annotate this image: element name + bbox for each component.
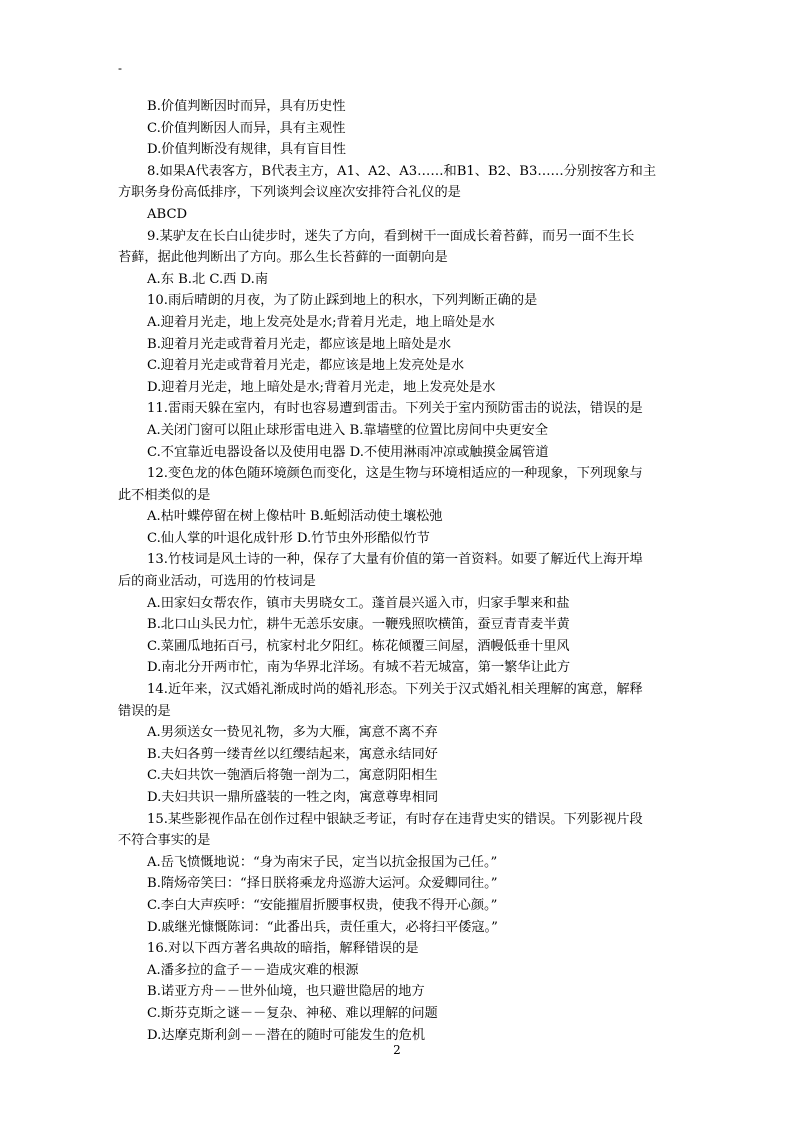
option-line: C.菜圃瓜地拓百弓，杭家村北夕阳红。栋花倾覆三间屋，酒幔低垂十里风 [147, 638, 570, 654]
option-line: B.价值判断因时而异，具有历史性 [147, 99, 346, 114]
question-line: 10.雨后晴朗的月夜，为了防止踩到地上的积水，下列判断正确的是 [147, 293, 538, 309]
question-line: 13.竹枝词是风土诗的一种，保存了大量有价值的第一首资料。如要了解近代上海开埠 [147, 552, 643, 568]
page-number: 2 [393, 1043, 401, 1057]
option-line: C.不宜靠近电器设备以及使用电器 D.不使用淋雨冲凉或触摸金属管道 [147, 444, 549, 460]
option-line: D.戚继光慷慨陈词：“此番出兵，责任重大，必将扫平倭寇。” [147, 919, 498, 935]
document-body [118, 96, 678, 1046]
continuation-line: 此不相类似的是 [118, 487, 211, 503]
question-line: 8.如果A代表客方，B代表主方，A1、A2、A3……和B1、B2、B3……分别按客方和主 [147, 163, 657, 179]
question-line: 9.某驴友在长白山徒步时，迷失了方向，看到树干一面成长着苔藓，而另一面不生长 [147, 228, 635, 244]
option-line: A.枯叶蝶停留在树上像枯叶 B.蚯蚓活动使土壤松弛 [147, 509, 443, 525]
option-line: A.田家妇女帮农作，镇市夫男晓女工。蓬首晨兴遥入市，归家手掣来和盐 [147, 595, 570, 611]
header-mark: - [118, 61, 122, 75]
question-line: 14.近年来，汉式婚礼渐成时尚的婚礼形态。下列关于汉式婚礼相关理解的寓意，解释 [147, 682, 643, 698]
question-line: 15.某些影视作品在创作过程中银缺乏考证，有时存在违背史实的错误。下列影视片段 [147, 811, 643, 827]
option-line: B.北口山头民力忙，耕牛无恙乐安康。一鞭残照吹横笛，蚕豆青青麦半黄 [147, 617, 570, 633]
option-line: A.潘多拉的盒子－－造成灾难的根源 [147, 962, 359, 978]
option-line: A.东 B.北 C.西 D.南 [147, 271, 269, 287]
option-line: B.迎着月光走或背着月光走，都应该是地上暗处是水 [147, 336, 452, 352]
option-line: C.迎着月光走或背着月光走，都应该是地上发亮处是水 [147, 358, 465, 374]
option-line: D.价值判断没有规律，具有盲目性 [147, 142, 346, 158]
option-line: C.李白大声疾呼：“安能摧眉折腰事权贵，使我不得开心颜。” [147, 897, 498, 913]
option-line: A.迎着月光走，地上发亮处是水;背着月光走，地上暗处是水 [147, 314, 495, 330]
continuation-line: 苔藓，据此他判断出了方向。那么生长苔藓的一面朝向是 [118, 250, 448, 266]
option-line: C.价值判断因人而异，具有主观性 [147, 120, 346, 136]
option-line: D.夫妇共识一鼎所盛装的一牲之肉，寓意尊卑相同 [147, 790, 439, 805]
option-line: C.仙人掌的叶退化成针形 D.竹节虫外形酷似竹节 [147, 530, 430, 546]
question-line: 12.变色龙的体色随环境颜色而变化，这是生物与环境相适应的一种现象，下列现象与 [147, 466, 643, 482]
continuation-line: 不符合事实的是 [118, 833, 211, 849]
option-line: C.斯芬克斯之谜－－复杂、神秘、难以理解的问题 [147, 1005, 438, 1021]
continuation-line: 错误的是 [118, 703, 171, 719]
option-line: A.男须送女一贽见礼物，多为大雁，寓意不离不弃 [147, 725, 438, 741]
option-line: A.关闭门窗可以阻止球形雷电进入 B.靠墙壁的位置比房间中央更安全 [147, 422, 549, 438]
option-line: D.迎着月光走，地上暗处是水;背着月光走，地上发亮处是水 [147, 379, 496, 395]
option-line: A.岳飞愤慨地说：“身为南宋子民，定当以抗金报国为己任。” [147, 854, 498, 870]
option-line: C.夫妇共饮一匏酒后将匏一剖为二，寓意阴阳相生 [147, 768, 438, 784]
option-line: ABCD [147, 206, 188, 222]
option-line: B.隋炀帝笑曰：“择日朕将乘龙舟巡游大运河。众爱卿同往。” [147, 876, 498, 892]
option-line: B.夫妇各剪一缕青丝以红缨结起来，寓意永结同好 [147, 746, 438, 762]
continuation-line: 方职务身份高低排序，下列谈判会议座次安排符合礼仪的是 [118, 185, 461, 201]
question-line: 16.对以下西方著名典故的暗指，解释错误的是 [147, 941, 419, 957]
option-line: B.诺亚方舟－－世外仙境，也只避世隐居的地方 [147, 984, 425, 1000]
question-line: 11.雷雨天躲在室内，有时也容易遭到雷击。下列关于室内预防雷击的说法，错误的是 [147, 401, 643, 417]
continuation-line: 后的商业活动，可选用的竹枝词是 [118, 574, 316, 590]
option-line: D.达摩克斯利剑－－潜在的随时可能发生的危机 [147, 1027, 426, 1043]
option-line: D.南北分开两市忙，南为华界北洋场。有城不若无城富，第一繁华让此方 [147, 660, 571, 676]
